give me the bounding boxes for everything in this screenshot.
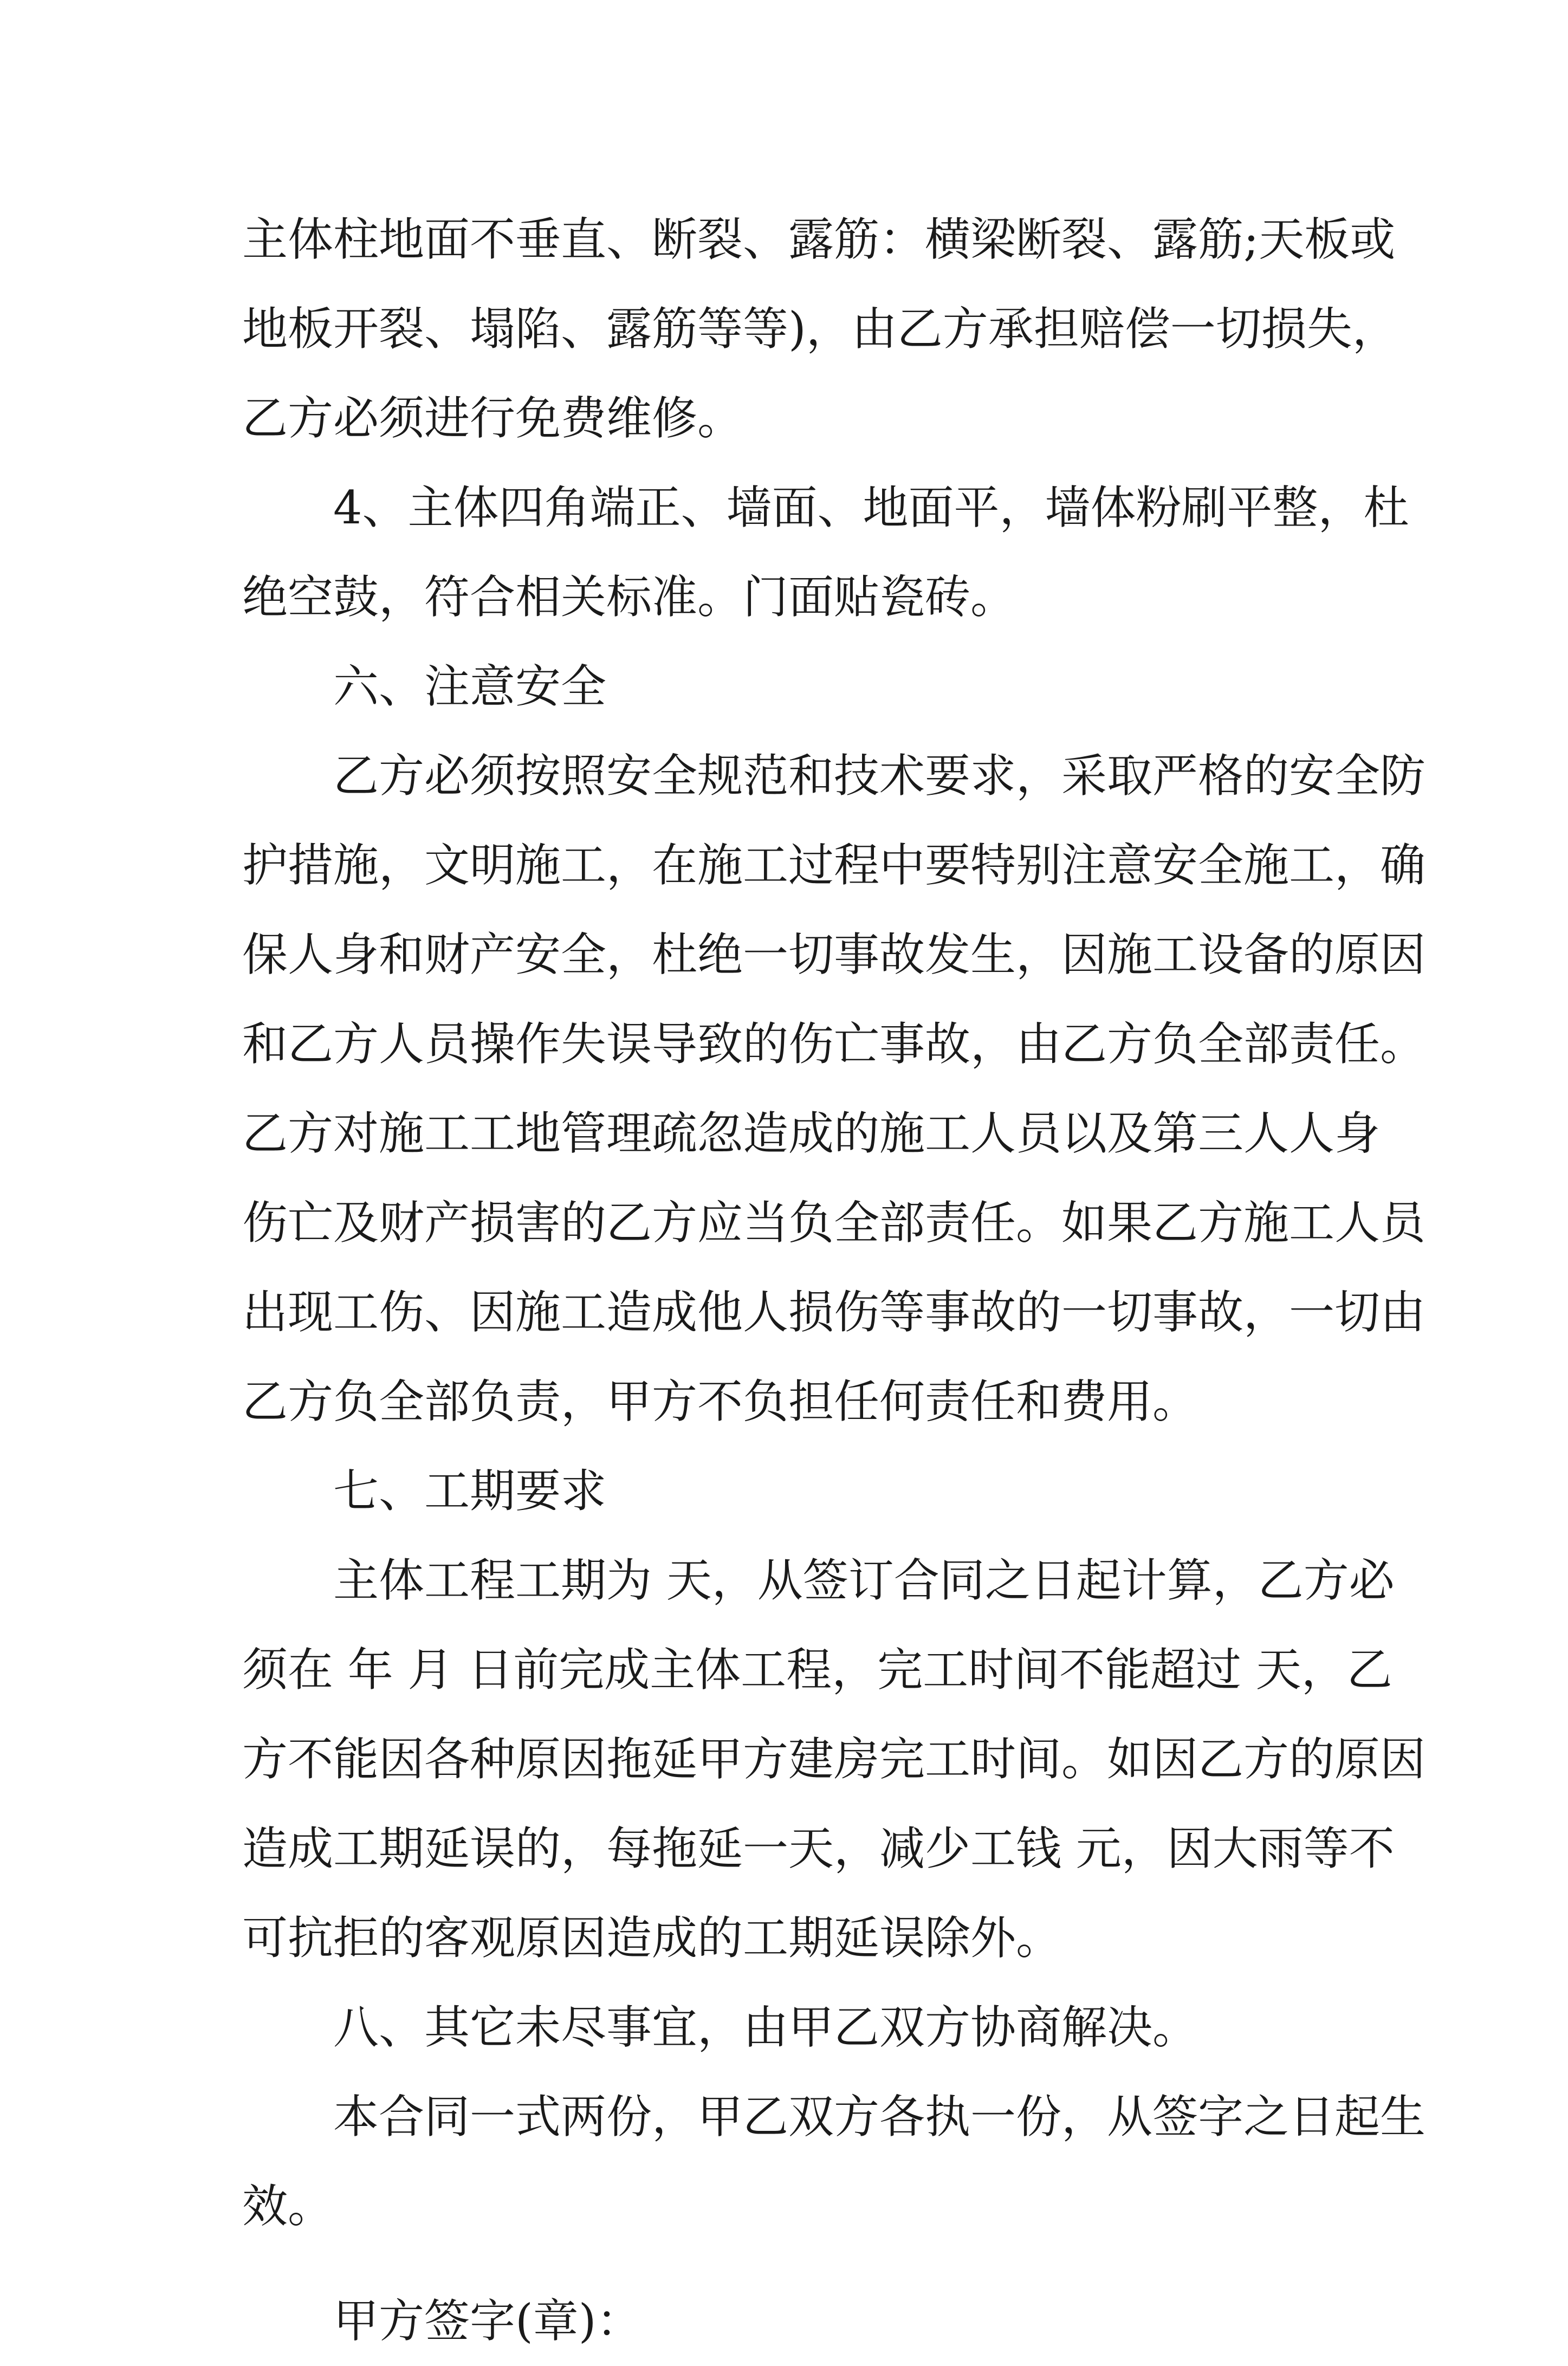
section-heading: 八、其它未尽事宜，由甲乙双方协商解决。 — [333, 2001, 1198, 2054]
text-line: 乙方对施工工地管理疏忽造成的施工人员以及第三人人身 — [242, 1107, 1381, 1160]
text-line: 绝空鼓，符合相关标准。门面贴瓷砖。 — [242, 571, 1016, 624]
text-line: 护措施，文明施工，在施工过程中要特别注意安全施工，确 — [242, 839, 1426, 892]
text-line: 须在 年 月 日前完成主体工程，完工时间不能超过 天，乙 — [242, 1643, 1392, 1696]
text-line: 保人身和财产安全，杜绝一切事故发生，因施工设备的原因 — [242, 928, 1426, 981]
text-line: 方不能因各种原因拖延甲方建房完工时间。如因乙方的原因 — [242, 1733, 1426, 1786]
text-line: 乙方必须按照安全规范和技术要求，采取严格的安全防 — [333, 749, 1426, 802]
text-line: 伤亡及财产损害的乙方应当负全部责任。如果乙方施工人员 — [242, 1196, 1426, 1249]
text-line: 造成工期延误的，每拖延一天，减少工钱 元，因大雨等不 — [242, 1822, 1395, 1875]
document-body — [242, 195, 1426, 2366]
section-heading: 六、注意安全 — [333, 660, 607, 713]
signature-label: 甲方签字(章)： — [333, 2294, 642, 2348]
text-line: 本合同一式两份，甲乙双方各执一份，从签字之日起生 — [333, 2090, 1426, 2143]
spacer — [242, 2251, 1342, 2277]
text-line: 4、主体四角端正、墙面、地面平，墙体粉刷平整，杜 — [333, 481, 1409, 534]
text-line: 可抗拒的客观原因造成的工期延误除外。 — [242, 1911, 1062, 1965]
text-line: 效。 — [242, 2180, 334, 2233]
text-line: 乙方负全部负责，甲方不负担任何责任和费用。 — [242, 1375, 1198, 1428]
text-line: 地板开裂、塌陷、露筋等等)，由乙方承担赔偿一切损失， — [242, 302, 1398, 355]
section-heading: 七、工期要求 — [333, 1464, 607, 1518]
text-line: 和乙方人员操作失误导致的伤亡事故，由乙方负全部责任。 — [242, 1017, 1426, 1071]
text-line: 乙方必须进行免费维修。 — [242, 392, 743, 445]
text-line: 主体柱地面不垂直、断裂、露筋：横梁断裂、露筋;天板或 — [242, 213, 1396, 266]
text-line: 出现工伤、因施工造成他人损伤等事故的一切事故，一切由 — [242, 1286, 1426, 1339]
text-line: 主体工程工期为 天，从签订合同之日起计算，乙方必 — [333, 1554, 1395, 1607]
